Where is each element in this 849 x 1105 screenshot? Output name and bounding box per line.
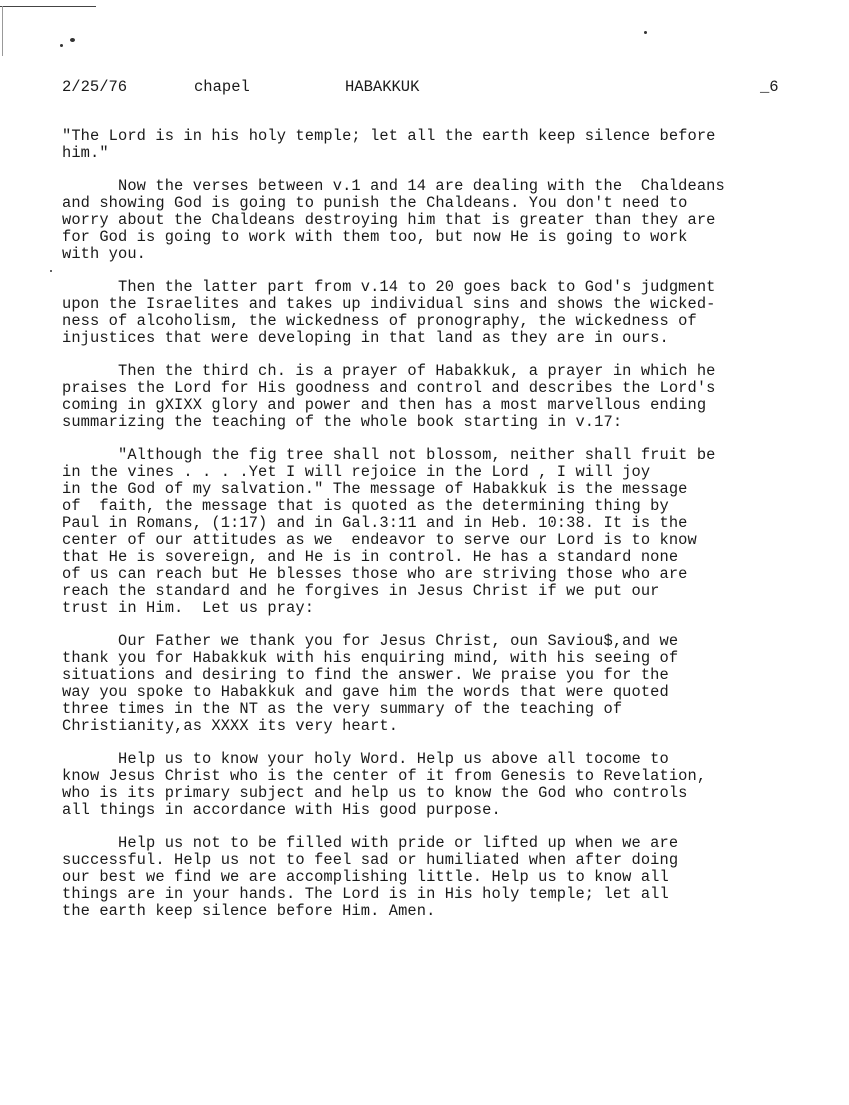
- paragraph-judgment: Then the latter part from v.14 to 20 goes back to God's judgment upon the Israelites and takes up individual sins and shows the wicked- ness of alcoholism, the wickedness of pronography, the wickedness of injustices that were developing in that land as they are in ours.: [62, 278, 716, 347]
- header-date: 2/25/76: [62, 78, 128, 96]
- paragraph-prayer-of-habakkuk: Then the third ch. is a prayer of Habakkuk, a prayer in which he praises the Lord for His goodness and control and describes the Lord's coming in gXIXX glory and power and then has a most marvellous ending summarizing the teaching of the whole book starting in v.17:: [62, 362, 716, 431]
- page-header: [62, 77, 792, 97]
- prayer-paragraph-3: Help us not to be filled with pride or lifted up when we are successful. Help us not to feel sad or humiliated when after doing our best we find we are accomplishing little. Help us to know all things are in your hands. The Lord is in His holy temple; let all the earth keep silence before Him. Amen.: [62, 834, 679, 920]
- prayer-paragraph-2: Help us to know your holy Word. Help us above all tocome to know Jesus Christ who is the center of it from Genesis to Revelation, who is its primary subject and help us to know the God who controls all things in accordance with His good purpose.: [62, 750, 707, 819]
- header-title: HABAKKUK: [345, 78, 420, 96]
- header-occasion: chapel: [194, 78, 250, 96]
- ink-speck: [644, 31, 647, 34]
- paragraph-fig-tree: "Although the fig tree shall not blossom, neither shall fruit be in the vines . . . .Yet I will rejoice in the Lord , I will joy in the God of my salvation." The message of Habakkuk is the message of faith, the message that is quoted as the determining thing by Paul in Romans, (1:17) and in Gal.3:11 and in Heb. 10:38. It is the center of our attitudes as we endeavor to serve our Lord is to know that He is sovereign, and He is in control. He has a standard none of us can reach but He blesses those who are striving those who are reach the standard and he forgives in Jesus Christ if we put our trust in Him. Let us pray:: [62, 446, 716, 617]
- opening-quote: "The Lord is in his holy temple; let all the earth keep silence before him.": [62, 127, 716, 162]
- header-page-number: _6: [760, 78, 779, 96]
- ink-speck: [60, 44, 63, 47]
- page-edge-mark: [2, 6, 3, 56]
- ink-speck: [50, 270, 52, 272]
- paragraph-chaldeans: Now the verses between v.1 and 14 are dealing with the Chaldeans and showing God is going to punish the Chaldeans. You don't need to worry about the Chaldeans destroying him that is greater than they are for God is going to work with them too, but now He is going to work with you.: [62, 177, 725, 263]
- document-body: [62, 128, 802, 936]
- prayer-paragraph-1: Our Father we thank you for Jesus Christ, oun Saviou$,and we thank you for Habakkuk with his enquiring mind, with his seeing of situations and desiring to find the answer. We praise you for the way you spoke to Habakkuk and gave him the words that were quoted three times in the NT as the very summary of the teaching of Christianity,as XXXX its very heart.: [62, 632, 679, 735]
- ink-speck: [70, 38, 75, 42]
- corner-rule: [0, 6, 96, 7]
